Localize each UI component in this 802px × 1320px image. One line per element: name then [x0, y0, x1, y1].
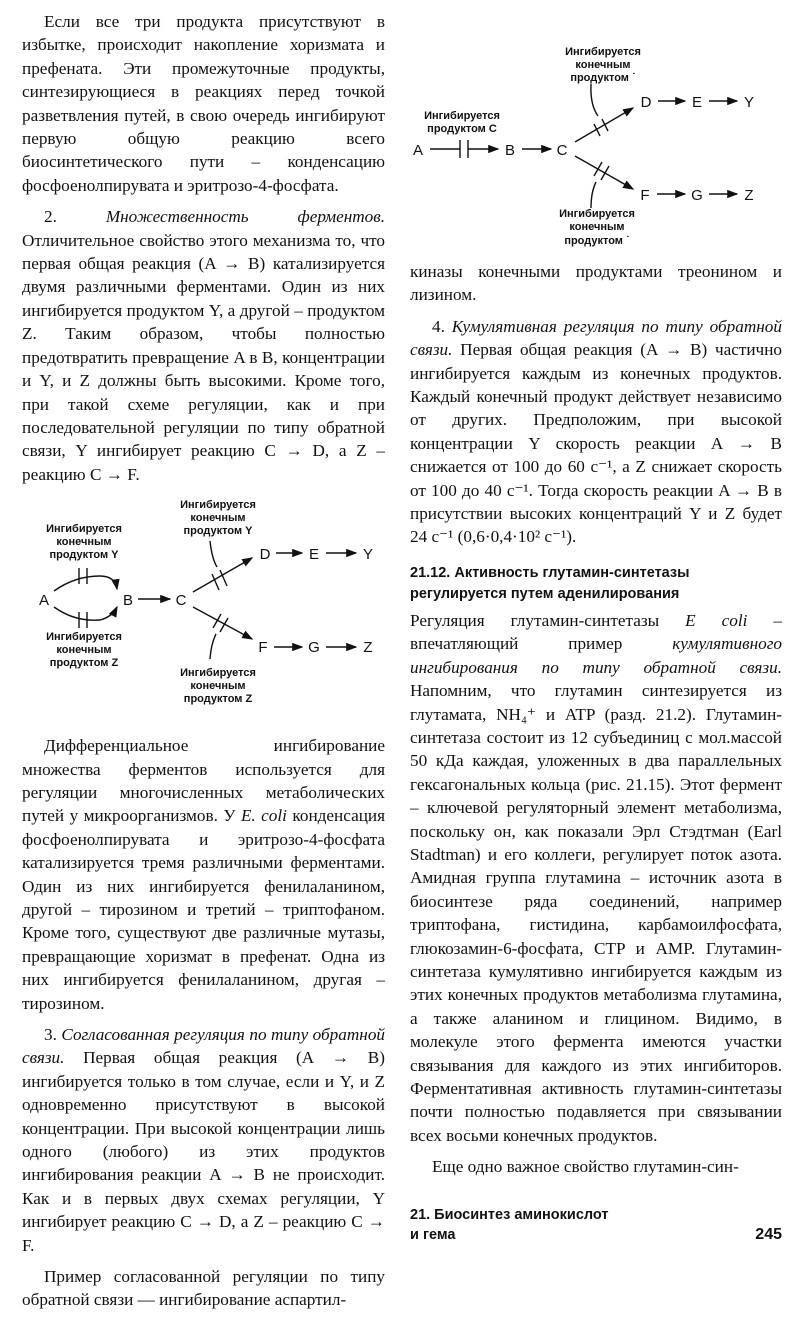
- text: Дифференциальное ингибирование множества ферментов используется для регуляции многочисленных метаболических путей у микроорганизмов. У: [22, 736, 385, 826]
- node-a: A: [38, 592, 50, 610]
- text: Напомним, что глутамин синтезируется из глутамата, NH₄⁺ и ATP (разд. 21.2). Глутамин-синтетаза состоит из 12 субъединиц с мол.массой 50 кДа каждая, уложенных в два параллельных гексагональных кольца (рис. 21.15). Этот фермент – ключевой регуляторный элемент метаболизма, поскольку он, как показали Эрл Стэдтман (Earl Stadtman) и его коллеги, регулирует поток азота. Амидная группа глутамина – источник азота в биосинтезе ряда соединений, например триптофана, гистидина, карбамоилфосфата, глюкозамин-6-фосфата, CTP и AMP. Глутамин-синтетаза кумулятивно ингибируется каждым из этих конечных продуктов метаболизма глутамина, а также аланином и глицином. Видимо, в молекуле этого фермента имеются участки связывания для каждого из этих ингибиторов. Ферментативная активность глутамин-синтетазы почти полностью подавляется при связывании всех восьми конечных продуктов.: [410, 681, 782, 1145]
- node-c: C: [175, 592, 187, 610]
- text: Регуляция глутамин-синтетазы: [410, 610, 686, 630]
- left-column: [22, 0, 385, 1320]
- label-line: Ингибируется: [180, 667, 256, 680]
- item-text: Первая общая реакция (A → B) ингибируется только в том случае, если и Y, и Z одновременно присутствуют в высокой концентрации. При высокой концентрации лишь одного (любого) из этих продуктов ингибирования реакции A → B не происходит. Как и в первых двух схемах регуляции, Y ингибирует реакцию C → D, а Z – реакцию C → F.: [22, 1048, 385, 1255]
- label-line: конечным: [569, 221, 625, 233]
- label-line: конечным: [56, 644, 112, 657]
- paragraph: Еще одно важное свойство глутамин-син-: [432, 1157, 739, 1177]
- chapter-title: 21. Биосинтез аминокислот: [410, 1206, 609, 1223]
- label-line: продуктом C: [427, 123, 497, 135]
- text: конденсация фосфоенолпирувата и эритрозо-4-фосфата катализируется тремя различными ферментами. Один из них ингибируется фенилаланином, другой – тирозином и третий – триптофаном. Кроме того, существуют две различные мутазы, превращающие хоризмат в префенат. Одна из них ингибируется фенилаланином, другая – тирозином.: [22, 806, 385, 1013]
- node-f: F: [258, 639, 268, 657]
- label-line: продуктом Y: [183, 525, 253, 538]
- node-b: B: [122, 592, 134, 610]
- paragraph-multiple-enzymes: [22, 205, 385, 486]
- item-title: Множественность ферментов.: [105, 207, 385, 227]
- label-line: Ингибируется: [565, 46, 641, 58]
- node-f: F: [640, 187, 650, 204]
- label-line: продуктом Z: [49, 657, 119, 670]
- node-d: D: [640, 94, 652, 111]
- node-z: Z: [744, 187, 754, 204]
- node-e: E: [308, 546, 320, 564]
- chapter-title-block: [410, 1205, 609, 1245]
- node-g: G: [308, 639, 320, 657]
- diagram-multiple-enzymes: [20, 494, 410, 734]
- chapter-title: и гема: [410, 1226, 456, 1243]
- item-title: Согласованная регуляция по типу обратной связи.: [22, 1025, 386, 1068]
- label-line: конечным: [190, 680, 246, 693]
- label-line: Ингибируется: [46, 631, 122, 644]
- emphasis: кумулятивного ингибирования по типу обратной связи.: [410, 634, 782, 677]
- node-e: E: [691, 94, 703, 111]
- item-number: 4.: [432, 316, 452, 336]
- paragraph-concerted-regulation: [22, 1023, 385, 1257]
- label-line: Ингибируется: [46, 523, 122, 536]
- label-line: продуктом ˙: [570, 72, 636, 84]
- label-line: конечным: [190, 512, 246, 525]
- paragraph-cumulative-regulation: [410, 315, 782, 549]
- right-column: [410, 0, 782, 1245]
- label-line: продуктом Z: [183, 693, 253, 706]
- node-d: D: [259, 546, 271, 564]
- label-line: Ингибируется: [559, 208, 635, 220]
- organism-name: E. coli: [240, 806, 287, 826]
- text: – впечатляющий пример: [410, 610, 782, 654]
- label-line: продуктом ˙: [564, 235, 630, 247]
- item-text: Отличительное свойство этого механизма то, что первая общая реакция (A → B) катализируется двумя различными ферментами. Один из них ингибируется продуктом Y, а другой – продуктом Z. Таким образом, чтобы полностью предотвратить превращение A в B, концентрации и Y, и Z должны быть высокими. Кроме того, при такой схеме регуляции, как и при последовательной регуляции по типу обратной связи, Y ингибирует реакцию C → D, а Z – реакцию C → F.: [22, 230, 385, 484]
- node-a: A: [412, 142, 424, 159]
- label-line: продуктом Y: [49, 549, 119, 562]
- node-c: C: [556, 142, 568, 159]
- item-number: 2.: [44, 207, 106, 227]
- label-line: конечным: [56, 536, 112, 549]
- organism-name: E coli: [685, 610, 748, 630]
- paragraph: [410, 609, 782, 1147]
- label-line: Ингибируется: [180, 499, 256, 512]
- node-b: B: [504, 142, 516, 159]
- paragraph: киназы конечными продуктами треонином и лизином.: [410, 262, 782, 305]
- paragraph: [22, 734, 385, 1015]
- node-g: G: [691, 187, 703, 204]
- diagram-sequential-feedback: [400, 0, 792, 260]
- item-title: Кумулятивная регуляция по типу обратной связи.: [410, 316, 782, 360]
- label-line: конечным: [575, 59, 631, 71]
- running-footer: [410, 1205, 782, 1245]
- label-line: Ингибируется: [424, 110, 500, 122]
- page-number: 245: [755, 1225, 782, 1243]
- paragraph: Если все три продукта присутствуют в избытке, происходит накопление хоризмата и префената. Эти промежуточные продукты, синтезирующиеся в реакциях перед точкой разветвления путей, в свою очередь ингибируют первую общую реакцию всего биосинтетического пути – конденсацию фосфоенолпирувата и эритрозо-4-фосфата.: [22, 12, 385, 195]
- section-heading: 21.12. Активность глутамин-синтетазы регулируется путем аденилирования: [410, 564, 690, 602]
- node-z: Z: [363, 639, 373, 657]
- node-y: Y: [362, 546, 374, 564]
- paragraph: Пример согласованной регуляции по типу обратной связи — ингибирование аспартил-: [22, 1267, 385, 1310]
- item-number: 3.: [44, 1025, 62, 1044]
- node-y: Y: [743, 94, 755, 111]
- item-text: Первая общая реакция (A → B) частично ингибируется каждым из конечных продуктов. Каждый конечный продукт действует независимо от других. Предположим, при высокой концентрации Y скорость реакции A → B снижается от 100 до 60 с⁻¹, а Z снижает скорость от 100 до 40 с⁻¹. Тогда скорость реакции A → B в присутствии высоких концентраций Y и Z будет 24 с⁻¹ (0,6·0,4·10² с⁻¹).: [410, 340, 782, 547]
